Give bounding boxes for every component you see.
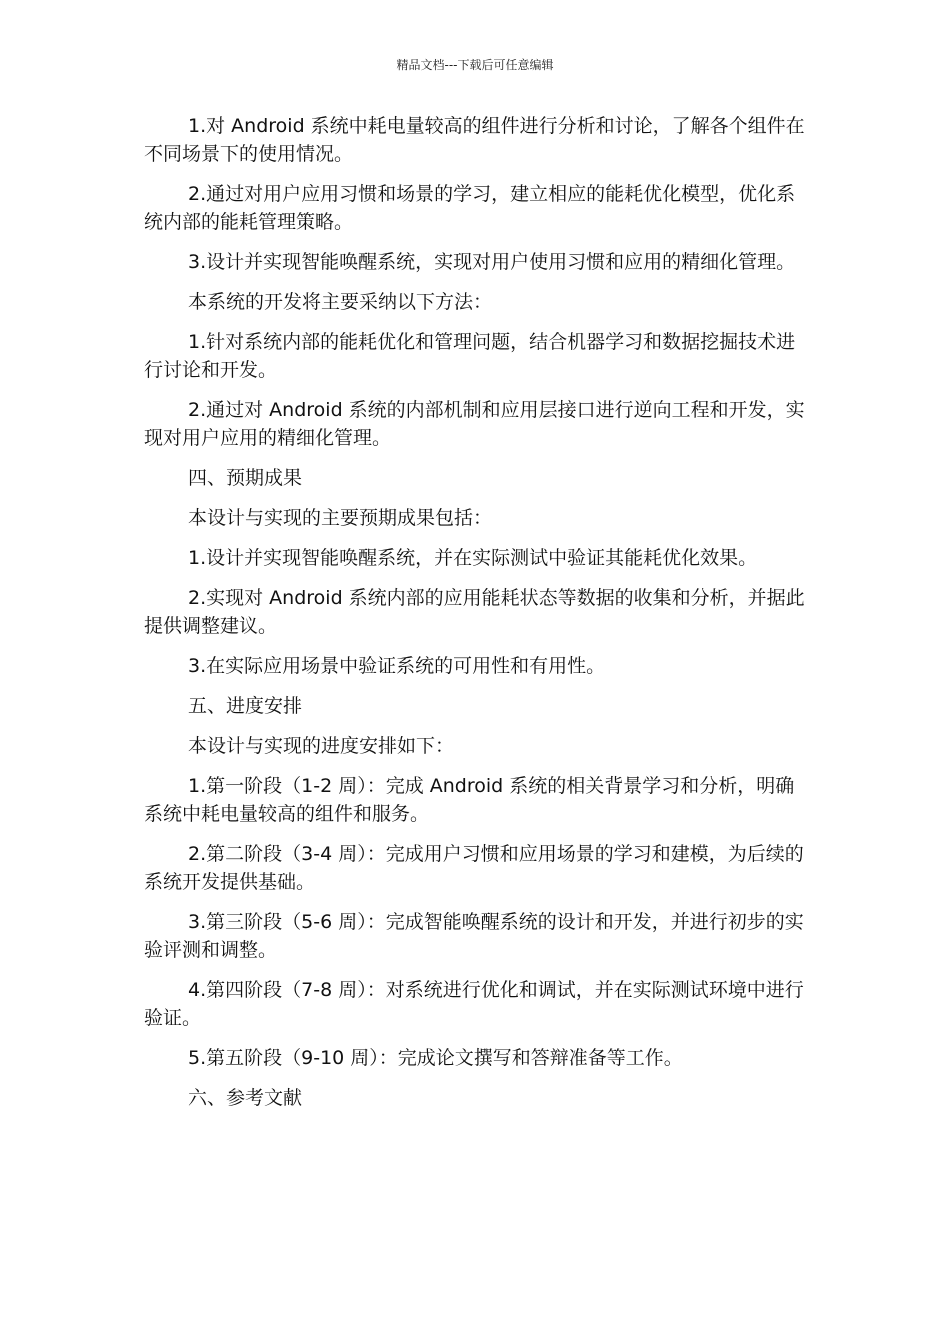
section-heading-references: 六、参考文献 [188, 1087, 303, 1109]
result-item-3: 3.在实际应用场景中验证系统的可用性和有用性。 [188, 655, 606, 677]
page-header: 精品文档---下载后可任意编辑 [396, 58, 554, 72]
result-item-2: 2.实现对 Android 系统内部的应用能耗状态等数据的收集和分析，并据此提供调整建议。 [144, 587, 805, 637]
schedule-item-3: 3.第三阶段（5-6 周）：完成智能唤醒系统的设计和开发，并进行初步的实验评测和调整。 [144, 911, 804, 961]
method-item-1: 1.针对系统内部的能耗优化和管理问题，结合机器学习和数据挖掘技术进行讨论和开发。 [144, 331, 796, 381]
results-intro: 本设计与实现的主要预期成果包括： [188, 507, 493, 529]
schedule-item-4: 4.第四阶段（7-8 周）：对系统进行优化和调试，并在实际测试环境中进行验证。 [144, 979, 804, 1029]
goal-item-3: 3.设计并实现智能唤醒系统，实现对用户使用习惯和应用的精细化管理。 [188, 251, 796, 273]
section-heading-schedule: 五、进度安排 [188, 695, 303, 717]
schedule-item-1: 1.第一阶段（1-2 周）：完成 Android 系统的相关背景学习和分析，明确系统中耗电量较高的组件和服务。 [144, 775, 795, 825]
methods-intro: 本系统的开发将主要采纳以下方法： [188, 291, 493, 313]
section-heading-expected-results: 四、预期成果 [188, 467, 303, 489]
schedule-item-2: 2.第二阶段（3-4 周）：完成用户习惯和应用场景的学习和建模，为后续的系统开发提供基础。 [144, 843, 804, 893]
result-item-1: 1.设计并实现智能唤醒系统，并在实际测试中验证其能耗优化效果。 [188, 547, 758, 569]
schedule-intro: 本设计与实现的进度安排如下： [188, 735, 455, 757]
document-body [144, 112, 810, 1124]
goal-item-1: 1.对 Android 系统中耗电量较高的组件进行分析和讨论，了解各个组件在不同场景下的使用情况。 [144, 115, 805, 165]
goal-item-2: 2.通过对用户应用习惯和场景的学习，建立相应的能耗优化模型，优化系统内部的能耗管理策略。 [144, 183, 796, 233]
schedule-item-5: 5.第五阶段（9-10 周）：完成论文撰写和答辩准备等工作。 [188, 1047, 683, 1069]
method-item-2: 2.通过对 Android 系统的内部机制和应用层接口进行逆向工程和开发，实现对用户应用的精细化管理。 [144, 399, 805, 449]
